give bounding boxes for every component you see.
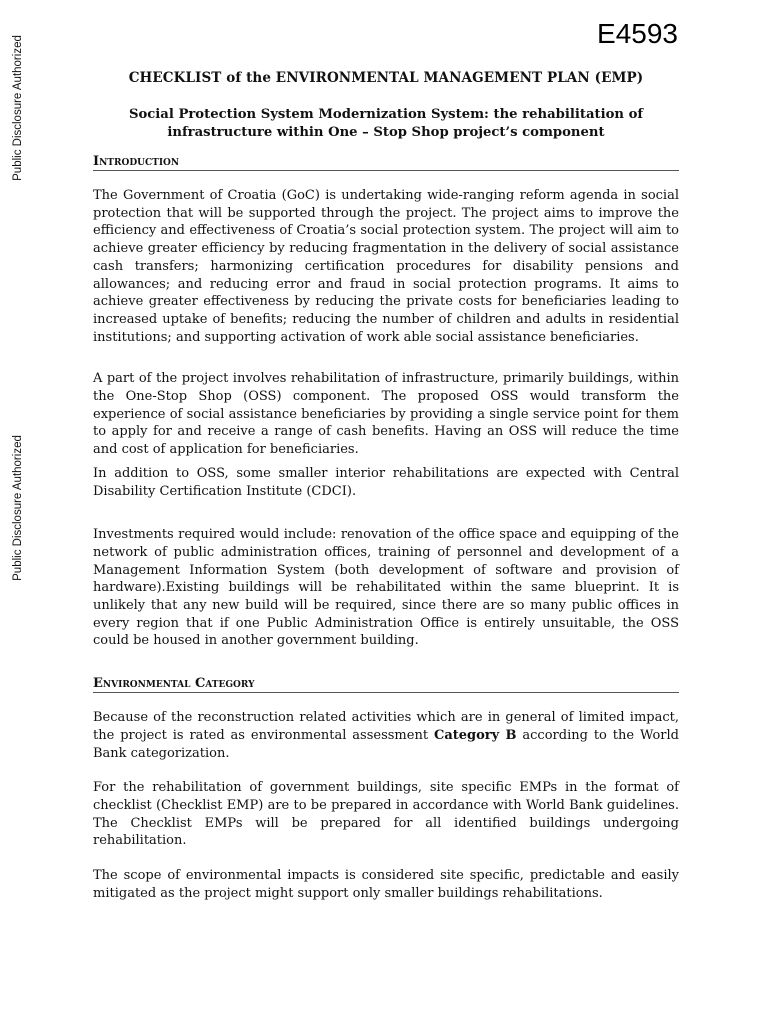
paragraph-text: Because of the reconstruction related activities which are in general of limited impact, the project is rated as environmental assessment bbox=[93, 710, 679, 743]
disclosure-stamp-text: Public Disclosure Authorized bbox=[12, 435, 24, 581]
disclosure-stamp-text: Public Disclosure Authorized bbox=[12, 35, 24, 181]
section-heading-environmental-category: Environmental Category bbox=[93, 676, 679, 693]
disclosure-stamp-middle bbox=[0, 428, 36, 588]
document-body bbox=[93, 70, 679, 903]
section-heading-introduction: Introduction bbox=[93, 154, 679, 171]
disclosure-stamp-top bbox=[0, 28, 36, 188]
paragraph: The Government of Croatia (GoC) is undertaking wide-ranging reform agenda in social protection that will be supported through the project. The project aims to improve the efficiency and effectiveness of Croatia’s social protection system. The project will aim to achieve greater efficiency by reducing fragmentation in the delivery of social assistance cash transfers; harmonizing certification procedures for disability pensions and allowances; and reducing error and fraud in social protection programs. It aims to achieve greater effectiveness by reducing the private costs for beneficiaries leading to increased uptake of benefits; reducing the number of children and adults in residential institutions; and supporting activation of work able social assistance beneficiaries. bbox=[93, 188, 679, 345]
paragraph: Investments required would include: renovation of the office space and equipping of the network of public administration offices, training of personnel and development of a Management Information System (both development of software and provision of hardware).Existing buildings will be rehabilitated within the same blueprint. It is unlikely that any new build will be required, since there are so many public offices in every region that if one Public Administration Office is entirely unsuitable, the OSS could be housed in another government building. bbox=[93, 527, 679, 649]
document-subtitle: Social Protection System Modernization System: the rehabilitation of infrastructure within One – Stop Shop project’s component bbox=[128, 107, 644, 140]
paragraph bbox=[93, 709, 679, 762]
paragraph: A part of the project involves rehabilitation of infrastructure, primarily buildings, within the One-Stop Shop (OSS) component. The proposed OSS would transform the experience of social assistance beneficiaries by providing a single service point for them to apply for and receive a range of cash benefits. Having an OSS will reduce the time and cost of application for beneficiaries. bbox=[93, 371, 679, 458]
category-label: Category B bbox=[433, 727, 517, 743]
paragraph: The scope of environmental impacts is considered site specific, predictable and easily mitigated as the project might support only smaller buildings rehabilitations. bbox=[93, 868, 679, 901]
document-title: CHECKLIST of the ENVIRONMENTAL MANAGEMENT PLAN (EMP) bbox=[128, 70, 644, 86]
paragraph: For the rehabilitation of government buildings, site specific EMPs in the format of checklist (Checklist EMP) are to be prepared in accordance with World Bank guidelines. The Checklist EMPs will be prepared for all identified buildings undergoing rehabilitation. bbox=[93, 780, 679, 849]
paragraph: In addition to OSS, some smaller interior rehabilitations are expected with Central Disability Certification Institute (CDCI). bbox=[93, 465, 679, 499]
paragraph-text: according to the World Bank categorization. bbox=[93, 727, 679, 761]
document-id: E4593 bbox=[597, 18, 678, 49]
